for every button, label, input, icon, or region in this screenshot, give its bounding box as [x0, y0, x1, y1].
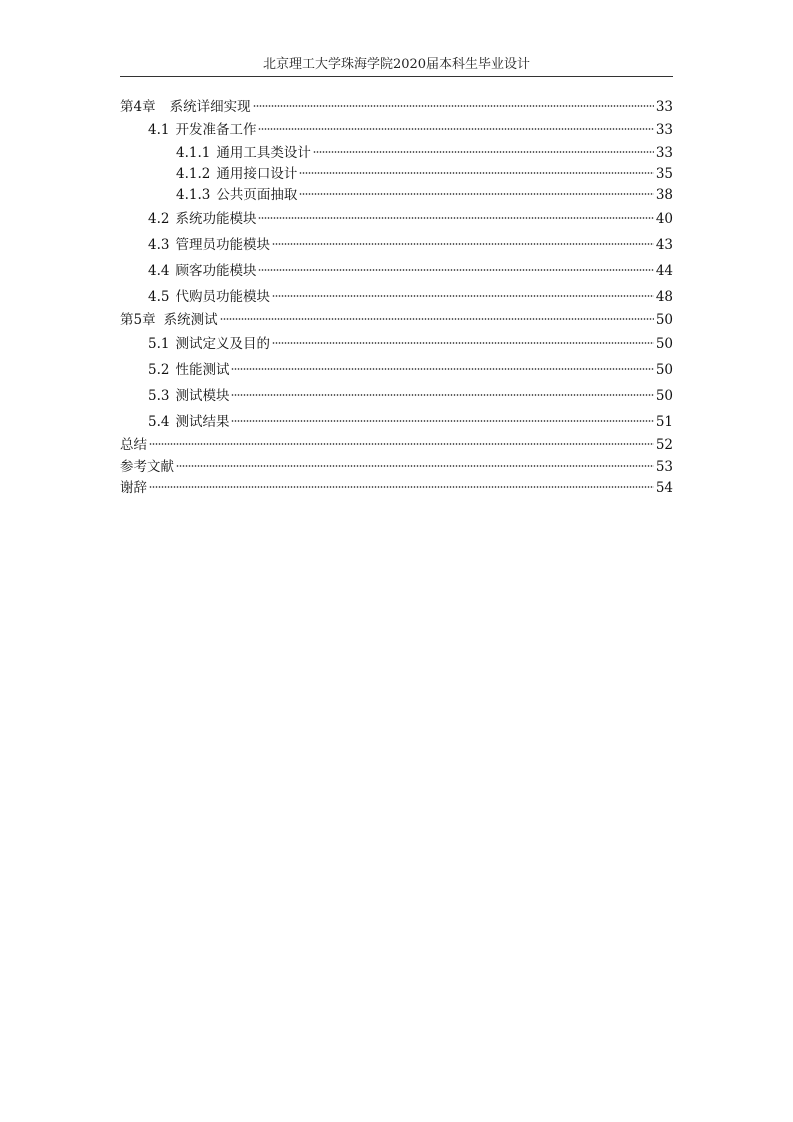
toc-entry-label: [176, 186, 297, 204]
toc-entry-4-1-2[interactable]: [176, 165, 673, 183]
toc-entry-number: 4.1.3: [176, 187, 211, 203]
toc-leader-dots: [272, 242, 654, 246]
toc-entry-4-4[interactable]: [148, 262, 673, 280]
toc-leader-dots: [272, 294, 654, 298]
toc-entry-title: 管理员功能模块: [175, 237, 270, 253]
toc-entry-label: [148, 236, 270, 254]
toc-entry-page: 43: [655, 237, 673, 253]
toc-entry-title: 顾客功能模块: [175, 263, 257, 279]
toc-entry-page: 50: [655, 336, 673, 352]
toc-entry-title: 总结: [120, 437, 147, 453]
toc-entry-label: [148, 210, 256, 228]
toc-entry-5-2[interactable]: [148, 361, 673, 379]
toc-entry-label: [148, 361, 229, 379]
toc-entry-title: 谢辞: [120, 480, 147, 496]
toc-entry-4-1[interactable]: [148, 121, 673, 139]
toc-leader-dots: [149, 485, 654, 489]
toc-leader-dots: [231, 367, 653, 371]
toc-leader-dots: [176, 464, 654, 468]
toc-entry-number: 4.1.2: [176, 166, 211, 182]
toc-entry-label: [120, 436, 147, 454]
toc-entry-summary[interactable]: [120, 436, 673, 454]
toc-entry-title: 性能测试: [175, 362, 230, 378]
toc-entry-page: 50: [655, 362, 673, 378]
toc-entry-number: 5.1: [148, 336, 170, 352]
toc-leader-dots: [258, 127, 653, 131]
toc-entry-references[interactable]: [120, 458, 673, 476]
toc-entry-number: 4.1: [148, 122, 170, 138]
toc-entry-page: 54: [655, 480, 673, 496]
toc-entry-page: 33: [655, 99, 673, 115]
toc-entry-label: [148, 121, 256, 139]
toc-leader-dots: [253, 104, 654, 108]
toc-entry-label: [120, 458, 174, 476]
running-header: 北京理工大学珠海学院2020届本科生毕业设计: [262, 57, 531, 72]
toc-entry-title: 开发准备工作: [175, 122, 257, 138]
toc-leader-dots: [231, 419, 653, 423]
toc-entry-page: 50: [655, 388, 673, 404]
toc-leader-dots: [299, 171, 653, 175]
toc-entry-label: [148, 288, 270, 306]
toc-entry-label: [148, 262, 256, 280]
toc-entry-page: 40: [655, 211, 673, 227]
toc-entry-page: 53: [655, 459, 673, 475]
toc-entry-5-3[interactable]: [148, 387, 673, 405]
toc-entry-5-1[interactable]: [148, 335, 673, 353]
toc-entry-number: 4.3: [148, 237, 170, 253]
toc-entry-number: 4.2: [148, 211, 170, 227]
toc-entry-number: 4.4: [148, 263, 170, 279]
toc-entry-number: 4.5: [148, 289, 170, 305]
toc-leader-dots: [313, 150, 654, 154]
toc-entry-acknowledgements[interactable]: [120, 479, 673, 497]
toc-entry-number: 第5章: [120, 312, 156, 328]
toc-entry-page: 33: [655, 145, 673, 161]
toc-entry-page: 44: [655, 263, 673, 279]
toc-entry-label: [120, 98, 251, 116]
toc-entry-page: 51: [655, 414, 673, 430]
toc-entry-page: 38: [655, 187, 673, 203]
toc-entry-title: 通用工具类设计: [216, 145, 311, 161]
toc-entry-4-1-1[interactable]: [176, 144, 673, 162]
toc-entry-label: [148, 413, 229, 431]
toc-leader-dots: [231, 393, 653, 397]
toc-leader-dots: [272, 341, 654, 345]
toc-leader-dots: [299, 192, 653, 196]
toc-entry-page: 35: [655, 166, 673, 182]
toc-entry-label: [148, 335, 270, 353]
toc-entry-title: 系统详细实现: [169, 99, 251, 115]
toc-entry-label: [120, 311, 218, 329]
toc-entry-4-1-3[interactable]: [176, 186, 673, 204]
toc-entry-title: 系统测试: [163, 312, 218, 328]
toc-entry-number: 第4章: [120, 99, 156, 115]
toc-entry-page: 50: [655, 312, 673, 328]
toc-entry-chapter-5[interactable]: [120, 311, 673, 329]
toc-entry-chapter-4[interactable]: [120, 98, 673, 116]
toc-entry-label: [176, 144, 311, 162]
toc-entry-label: [148, 387, 229, 405]
toc-entry-title: 公共页面抽取: [216, 187, 298, 203]
toc-entry-page: 52: [655, 437, 673, 453]
toc-entry-5-4[interactable]: [148, 413, 673, 431]
toc-entry-4-2[interactable]: [148, 210, 673, 228]
toc-entry-4-3[interactable]: [148, 236, 673, 254]
toc-entry-number: 5.2: [148, 362, 170, 378]
toc-entry-label: [176, 165, 297, 183]
toc-entry-title: 测试结果: [175, 414, 230, 430]
toc-entry-page: 48: [655, 289, 673, 305]
toc-leader-dots: [258, 268, 653, 272]
toc-entry-title: 通用接口设计: [216, 166, 298, 182]
toc-entry-page: 33: [655, 122, 673, 138]
toc-entry-title: 测试定义及目的: [175, 336, 270, 352]
toc-entry-number: 5.3: [148, 388, 170, 404]
toc-entry-label: [120, 479, 147, 497]
toc-entry-title: 系统功能模块: [175, 211, 257, 227]
toc-entry-4-5[interactable]: [148, 288, 673, 306]
toc-entry-number: 5.4: [148, 414, 170, 430]
toc-leader-dots: [220, 317, 654, 321]
header-rule: [120, 76, 673, 77]
toc-entry-number: 4.1.1: [176, 145, 211, 161]
toc-entry-title: 测试模块: [175, 388, 230, 404]
toc-leader-dots: [149, 442, 654, 446]
toc-leader-dots: [258, 216, 653, 220]
toc-entry-title: 参考文献: [120, 459, 174, 475]
toc-entry-title: 代购员功能模块: [175, 289, 270, 305]
